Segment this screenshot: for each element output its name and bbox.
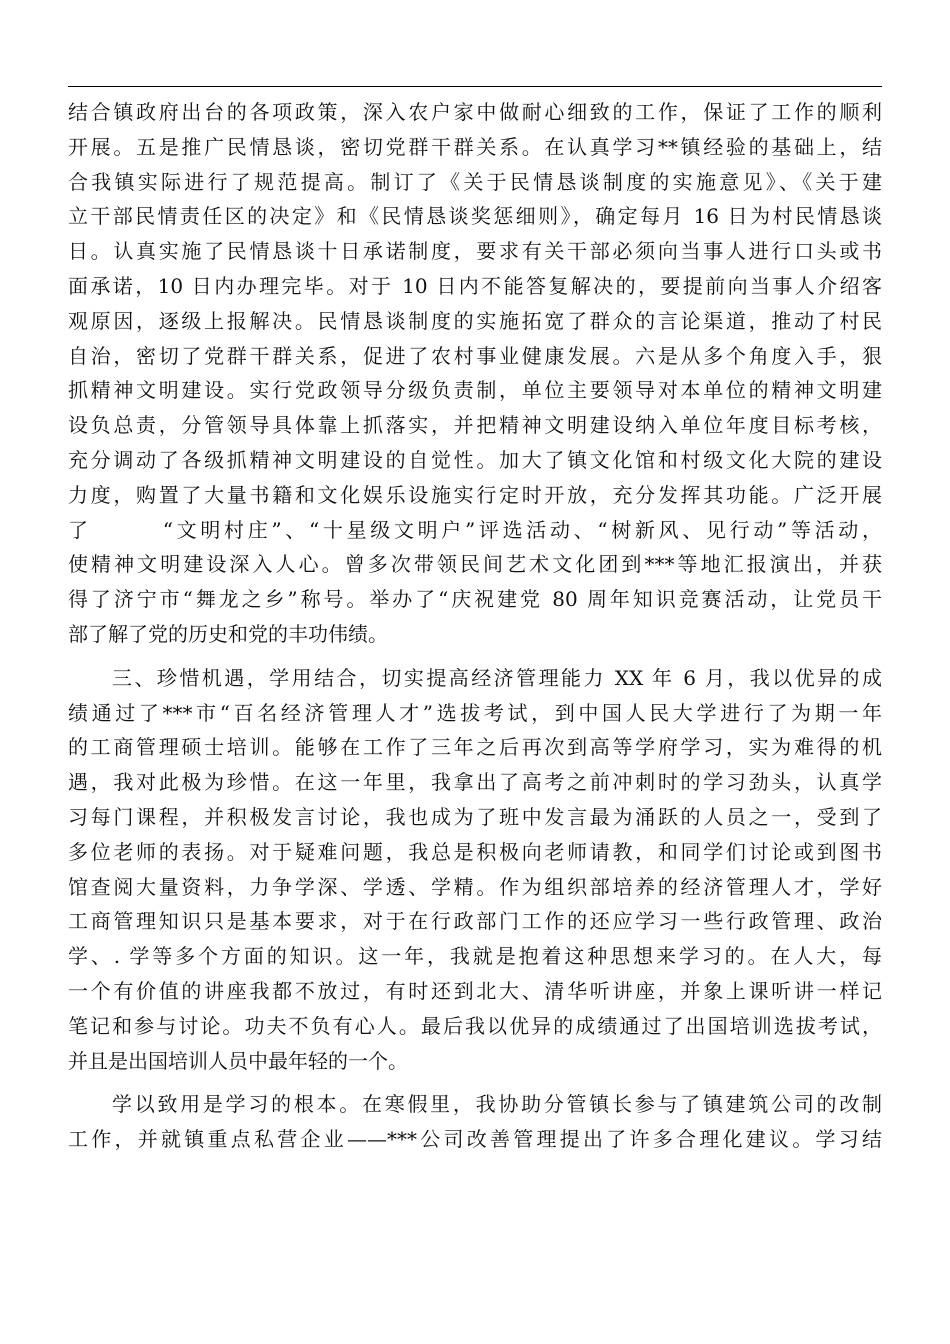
paragraph-gap [68, 652, 882, 661]
text-line: 观原因，逐级上报解决。民情恳谈制度的实施拓宽了群众的言论渠道，推动了村民 [68, 308, 882, 333]
text-line: 一个有价值的讲座我都不放过，有时还到北大、清华听讲座，并象上课听讲一样记 [68, 978, 882, 1003]
paragraph-section-three [68, 661, 882, 1079]
text-line: 结合镇政府出台的各项政策，深入农户家中做耐心细致的工作，保证了工作的顺利 [68, 100, 882, 124]
paragraph-work-summary [68, 95, 882, 652]
text-line: 三、珍惜机遇，学用结合，切实提高经济管理能力 XX 年 6 月，我以优异的成 [112, 665, 882, 690]
header-rule [68, 86, 882, 87]
text-line: 面承诺，10 日内办理完毕。对于 10 日内不能答复解决的，要提前向当事人介绍客 [68, 273, 882, 298]
text-line: 部了解了党的历史和党的丰功伟绩。 [68, 621, 388, 646]
paragraph-gap [68, 1078, 882, 1087]
text-line: 工商管理知识只是基本要求，对于在行政部门工作的还应学习一些行政管理、政治 [68, 909, 882, 934]
text-line: 馆查阅大量资料，力争学深、学透、学精。作为组织部培养的经济管理人才，学好 [68, 874, 882, 899]
paragraph-apply-learning [68, 1087, 882, 1157]
text-line: 工作，并就镇重点私营企业——***公司改善管理提出了许多合理化建议。学习结 [68, 1127, 882, 1152]
text-line: 使精神文明建设深入人心。曾多次带领民间艺术文化团到***等地汇报演出，并获 [68, 552, 882, 577]
text-line: 自治，密切了党群干群关系，促进了农村事业健康发展。六是从多个角度入手，狠 [68, 343, 882, 368]
text-line: 绩通过了***市“百名经济管理人才”选拔考试，到中国人民大学进行了为期一年 [68, 700, 882, 725]
text-line: 设负总责，分管领导具体靠上抓落实，并把精神文明建设纳入单位年度目标考核， [68, 413, 882, 438]
document-body [68, 95, 882, 1157]
text-line: 力度，购置了大量书籍和文化娱乐设施实行定时开放，充分发挥其功能。广泛开展 [68, 482, 882, 507]
text-line: 并且是出国培训人员中最年轻的一个。 [68, 1048, 408, 1073]
text-line: 学以致用是学习的根本。在寒假里，我协助分管镇长参与了镇建筑公司的改制 [112, 1092, 882, 1117]
text-line: 立干部民情责任区的决定》和《民情恳谈奖惩细则》，确定每月 16 日为村民情恳谈 [68, 204, 882, 229]
text-line: 遇，我对此极为珍惜。在这一年里，我拿出了高考之前冲刺时的学习劲头，认真学 [68, 770, 882, 795]
text-line: 日。认真实施了民情恳谈十日承诺制度，要求有关干部必须向当事人进行口头或书 [68, 239, 882, 264]
text-line: 抓精神文明建设。实行党政领导分级负责制，单位主要领导对本单位的精神文明建 [68, 378, 882, 403]
text-line: 的工商管理硕士培训。能够在工作了三年之后再次到高等学府学习，实为难得的机 [68, 735, 882, 760]
text-line: 多位老师的表扬。对于疑难问题，我总是积极向老师请教，和同学们讨论或到图书 [68, 839, 882, 864]
text-line: 笔记和参与讨论。功夫不负有心人。最后我以优异的成绩通过了出国培训选拔考试， [68, 1013, 882, 1038]
text-line: 充分调动了各级抓精神文明建设的自觉性。加大了镇文化馆和村级文化大院的建设 [68, 447, 882, 472]
text-line: 得了济宁市“舞龙之乡”称号。举办了“庆祝建党 80 周年知识竞赛活动，让党员干 [68, 587, 882, 612]
text-line: 学、. 学等多个方面的知识。这一年，我就是抱着这种思想来学习的。在人大，每 [68, 944, 882, 969]
text-line: 合我镇实际进行了规范提高。制订了《关于民情恳谈制度的实施意见》、《关于建 [68, 169, 882, 194]
text-line: 了 “文明村庄”、“十星级文明户”评选活动、“树新风、见行动”等活动， [68, 517, 882, 542]
text-line: 习每门课程，并积极发言讨论，我也成为了班中发言最为涌跃的人员之一，受到了 [68, 804, 882, 829]
text-line: 开展。五是推广民情恳谈，密切党群干群关系。在认真学习**镇经验的基础上，结 [68, 134, 882, 159]
